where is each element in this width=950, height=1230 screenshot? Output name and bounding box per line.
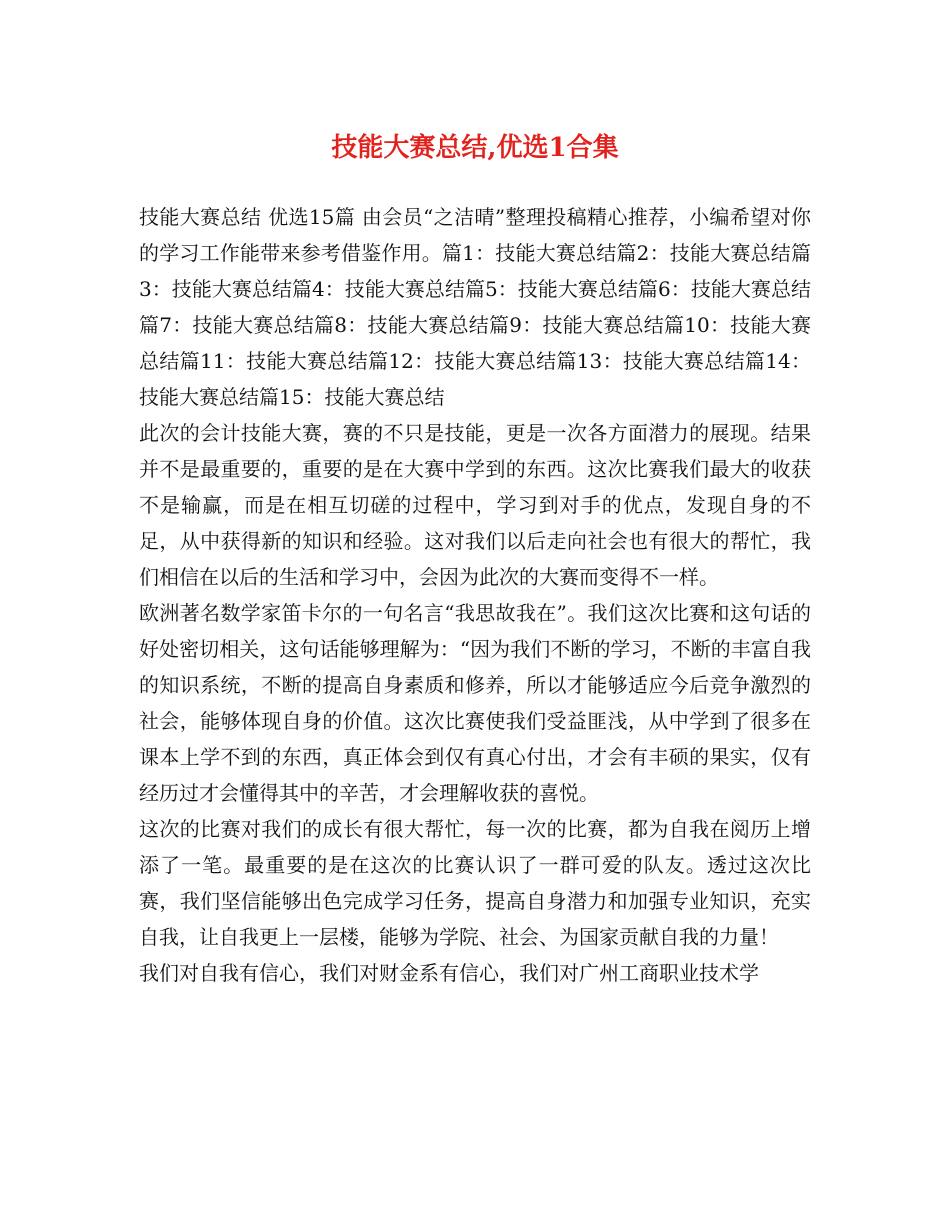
document-title: 技能大赛总结,优选1合集 xyxy=(331,133,619,163)
paragraph-2: 欧洲著名数学家笛卡尔的一句名言“我思故我在”。我们这次比赛和这句话的好处密切相关，这句话能够理解为：“因为我们不断的学习，不断的丰富自我的知识系统，不断的提高自身素质和修养，所以才能够适应今后竞争激烈的社会，能够体现自身的价值。这次比赛使我们受益匪浅，从中学到了很多在课本上学不到的东西，真正体会到仅有真心付出，才会有丰硕的果实，仅有经历过才会懂得其中的辛苦，才会理解收获的喜悦。 xyxy=(139,601,811,805)
paragraph-1: 此次的会计技能大赛，赛的不只是技能，更是一次各方面潜力的展现。结果并不是最重要的，重要的是在大赛中学到的东西。这次比赛我们最大的收获不是输赢，而是在相互切磋的过程中，学习到对手的优点，发现自身的不足，从中获得新的知识和经验。这对我们以后走向社会也有很大的帮忙，我们相信在以后的生活和学习中，会因为此次的大赛而变得不一样。 xyxy=(139,421,811,589)
document-body xyxy=(139,199,811,991)
paragraph-intro: 技能大赛总结 优选15篇 由会员“之洁晴”整理投稿精心推荐，小编希望对你的学习工作能带来参考借鉴作用。篇1：技能大赛总结篇2：技能大赛总结篇3：技能大赛总结篇4：技能大赛总结篇5：技能大赛总结篇6：技能大赛总结篇7：技能大赛总结篇8：技能大赛总结篇9：技能大赛总结篇10：技能大赛总结篇11：技能大赛总结篇12：技能大赛总结篇13：技能大赛总结篇14：技能大赛总结篇15：技能大赛总结 xyxy=(139,205,811,409)
paragraph-3: 这次的比赛对我们的成长有很大帮忙，每一次的比赛，都为自我在阅历上增添了一笔。最重要的是在这次的比赛认识了一群可爱的队友。透过这次比赛，我们坚信能够出色完成学习任务，提高自身潜力和加强专业知识，充实自我，让自我更上一层楼，能够为学院、社会、为国家贡献自我的力量！ xyxy=(139,817,811,949)
paragraph-4: 我们对自我有信心，我们对财金系有信心，我们对广州工商职业技术学 xyxy=(139,961,759,985)
